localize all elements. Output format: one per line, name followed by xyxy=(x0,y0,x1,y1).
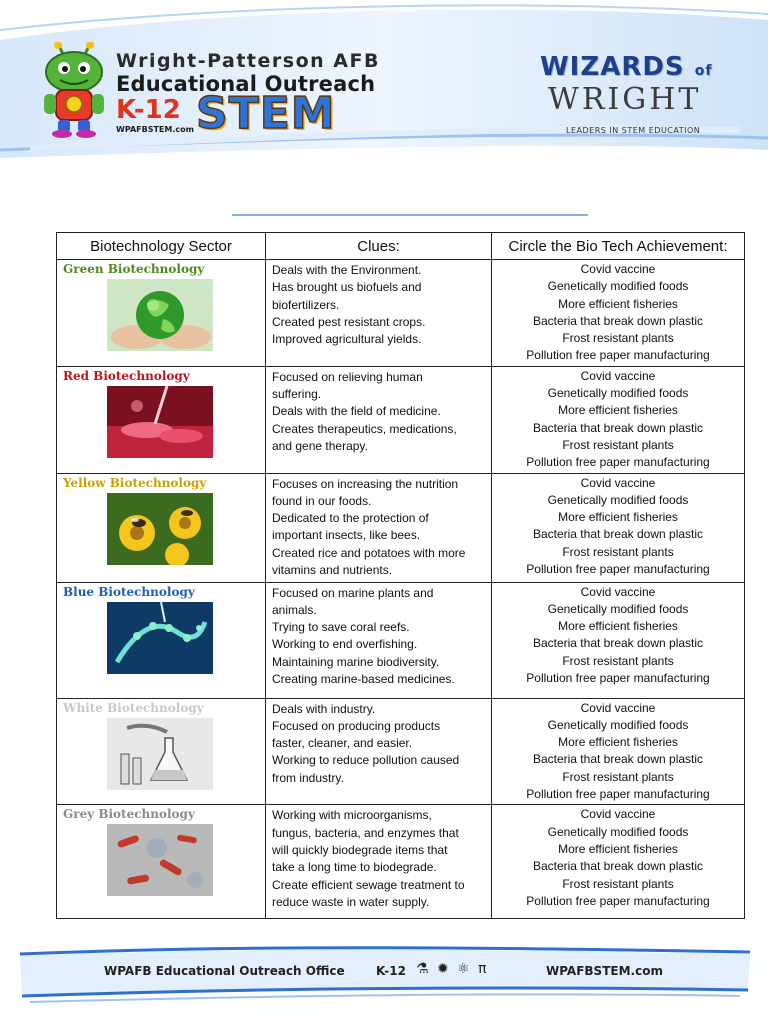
achievement-option[interactable]: Frost resistant plants xyxy=(562,653,674,668)
clue-text: Working to reduce pollution caused xyxy=(272,753,460,768)
table-row xyxy=(57,582,745,698)
achievement-option[interactable]: Covid vaccine xyxy=(580,700,656,715)
clue-text: Improved agricultural yields. xyxy=(272,332,422,347)
clue-text: Focused on relieving human xyxy=(272,369,423,384)
sector-cell xyxy=(57,473,266,582)
achievement-options-cell xyxy=(492,582,745,698)
achievement-options-cell xyxy=(492,260,745,367)
sector-cell xyxy=(57,260,266,367)
achievement-option[interactable]: Frost resistant plants xyxy=(562,331,674,346)
achievement-option[interactable]: Genetically modified foods xyxy=(547,492,689,507)
achievement-options-cell xyxy=(492,805,745,919)
org-name: Wright-Patterson AFB xyxy=(116,50,380,72)
clue-text: Created pest resistant crops. xyxy=(272,314,426,329)
achievement-options-cell xyxy=(492,366,745,473)
header-achievement: Circle the Bio Tech Achievement: xyxy=(492,233,745,260)
achievement-option[interactable]: More efficient fisheries xyxy=(558,403,678,418)
sector-name: Green Biotechnology xyxy=(63,262,205,276)
wizards-tagline: LEADERS IN STEM EDUCATION xyxy=(566,126,701,135)
science-icons: ⚗ ✹ ⚛ π xyxy=(416,961,489,977)
sector-photo xyxy=(107,602,213,674)
sector-name: White Biotechnology xyxy=(63,700,204,715)
table-row xyxy=(57,366,745,473)
achievement-option[interactable]: Genetically modified foods xyxy=(547,717,689,732)
achievement-option[interactable]: Pollution free paper manufacturing xyxy=(526,562,710,577)
header-website: WPAFBSTEM.com xyxy=(116,125,194,134)
clues-cell xyxy=(266,260,492,367)
achievement-option[interactable]: Frost resistant plants xyxy=(562,544,674,559)
clue-text: reduce waste in water supply. xyxy=(272,894,430,909)
achievement-options-cell xyxy=(492,473,745,582)
program-name: Educational Outreach xyxy=(116,72,376,96)
alien-mascot-icon xyxy=(34,42,114,138)
achievement-option[interactable]: Frost resistant plants xyxy=(562,437,674,452)
achievement-option[interactable]: Frost resistant plants xyxy=(562,769,674,784)
clue-text: Working to end overfishing. xyxy=(272,637,418,652)
clue-text: Creating marine-based medicines. xyxy=(272,672,455,687)
table-row xyxy=(57,698,745,805)
achievement-option[interactable]: Covid vaccine xyxy=(580,368,656,383)
clue-text: Create efficient sewage treatment to xyxy=(272,877,465,892)
biotech-worksheet-table xyxy=(56,232,745,919)
achievement-option[interactable]: More efficient fisheries xyxy=(558,735,678,750)
clues-cell xyxy=(266,805,492,919)
achievement-options-cell xyxy=(492,698,745,805)
clue-text: Creates therapeutics, medications, xyxy=(272,421,457,436)
footer-website: WPAFBSTEM.com xyxy=(546,964,663,978)
clue-text: Focused on producing products xyxy=(272,718,441,733)
sector-photo xyxy=(107,386,213,458)
sector-photo xyxy=(107,279,213,351)
achievement-option[interactable]: More efficient fisheries xyxy=(558,841,678,856)
sector-photo xyxy=(107,493,213,565)
clue-text: vitamins and nutrients. xyxy=(272,563,393,578)
sector-name: Grey Biotechnology xyxy=(63,807,195,822)
clue-text: fungus, bacteria, and enzymes that xyxy=(272,825,459,840)
stem-logo-text: STEM xyxy=(196,88,336,139)
wizards-logo xyxy=(540,52,712,82)
sector-name: Yellow Biotechnology xyxy=(63,475,207,490)
clues-cell xyxy=(266,366,492,473)
wizards-word: WIZARDS xyxy=(540,52,685,82)
clue-text: will quickly biodegrade items that xyxy=(272,842,448,857)
clue-text: Deals with industry. xyxy=(272,701,376,716)
clue-text: suffering. xyxy=(272,387,322,402)
achievement-option[interactable]: Genetically modified foods xyxy=(547,279,689,294)
clue-text: Dedicated to the protection of xyxy=(272,511,429,526)
achievement-option[interactable]: Bacteria that break down plastic xyxy=(532,859,704,874)
clue-text: Working with microorganisms, xyxy=(272,808,432,823)
achievement-option[interactable]: Bacteria that break down plastic xyxy=(532,420,704,435)
achievement-option[interactable]: Covid vaccine xyxy=(580,475,656,490)
sector-cell xyxy=(57,366,266,473)
footer-swoosh-graphic xyxy=(0,946,768,1024)
achievement-option[interactable]: Bacteria that break down plastic xyxy=(532,527,704,542)
sector-cell xyxy=(57,582,266,698)
sector-name: Red Biotechnology xyxy=(63,368,190,383)
clue-text: found in our foods. xyxy=(272,493,372,508)
clue-text: Deals with the field of medicine. xyxy=(272,404,441,419)
title-underline xyxy=(232,214,588,216)
clue-text: Created rice and potatoes with more xyxy=(272,545,466,560)
clue-text: Focuses on increasing the nutrition xyxy=(272,476,459,491)
clue-text: animals. xyxy=(272,602,317,617)
achievement-option[interactable]: Covid vaccine xyxy=(580,262,656,276)
achievement-option[interactable]: Frost resistant plants xyxy=(562,876,674,891)
clue-text: Deals with the Environment. xyxy=(272,263,422,277)
achievement-option[interactable]: Pollution free paper manufacturing xyxy=(526,893,710,908)
sector-cell xyxy=(57,698,266,805)
achievement-option[interactable]: Genetically modified foods xyxy=(547,386,689,401)
clues-cell xyxy=(266,698,492,805)
clue-text: important insects, like bees. xyxy=(272,528,421,543)
header-clues: Clues: xyxy=(266,233,492,260)
achievement-option[interactable]: Pollution free paper manufacturing xyxy=(526,671,710,686)
grade-range: K-12 xyxy=(116,95,181,125)
clue-text: biofertilizers. xyxy=(272,297,340,312)
achievement-option[interactable]: Bacteria that break down plastic xyxy=(532,752,704,767)
page-footer xyxy=(0,946,768,1024)
achievement-option[interactable]: Genetically modified foods xyxy=(547,601,689,616)
achievement-option[interactable]: Genetically modified foods xyxy=(547,824,689,839)
table-row xyxy=(57,260,745,367)
achievement-option[interactable]: Pollution free paper manufacturing xyxy=(526,348,710,363)
achievement-option[interactable]: Pollution free paper manufacturing xyxy=(526,455,710,470)
clue-text: faster, cleaner, and easier. xyxy=(272,736,413,751)
table-header-row xyxy=(57,233,745,260)
sector-photo xyxy=(107,718,213,790)
clues-cell xyxy=(266,473,492,582)
clues-cell xyxy=(266,582,492,698)
footer-office: WPAFB Educational Outreach Office xyxy=(104,964,345,978)
header-sector: Biotechnology Sector xyxy=(57,233,266,260)
page-header xyxy=(0,0,768,160)
table-row xyxy=(57,473,745,582)
clue-text: from industry. xyxy=(272,770,344,785)
achievement-option[interactable]: Pollution free paper manufacturing xyxy=(526,787,710,802)
achievement-option[interactable]: Bacteria that break down plastic xyxy=(532,636,704,651)
clue-text: Maintaining marine biodiversity. xyxy=(272,654,440,669)
sector-photo xyxy=(107,824,213,896)
achievement-option[interactable]: Bacteria that break down plastic xyxy=(532,313,704,328)
sector-name: Blue Biotechnology xyxy=(63,584,195,599)
sector-cell xyxy=(57,805,266,919)
clue-text: and gene therapy. xyxy=(272,438,368,453)
clue-text: take a long time to biodegrade. xyxy=(272,860,437,875)
table-row xyxy=(57,805,745,919)
wizards-of-word: of xyxy=(694,63,713,79)
achievement-option[interactable]: More efficient fisheries xyxy=(558,619,678,634)
footer-k12: K-12 xyxy=(376,964,406,978)
clue-text: Has brought us biofuels and xyxy=(272,280,422,295)
achievement-option[interactable]: Covid vaccine xyxy=(580,584,656,599)
achievement-option[interactable]: Covid vaccine xyxy=(580,807,656,822)
achievement-option[interactable]: More efficient fisheries xyxy=(558,296,678,311)
achievement-option[interactable]: More efficient fisheries xyxy=(558,510,678,525)
clue-text: Trying to save coral reefs. xyxy=(272,620,410,635)
clue-text: Focused on marine plants and xyxy=(272,585,434,600)
wright-logo-word: WRIGHT xyxy=(548,82,702,117)
